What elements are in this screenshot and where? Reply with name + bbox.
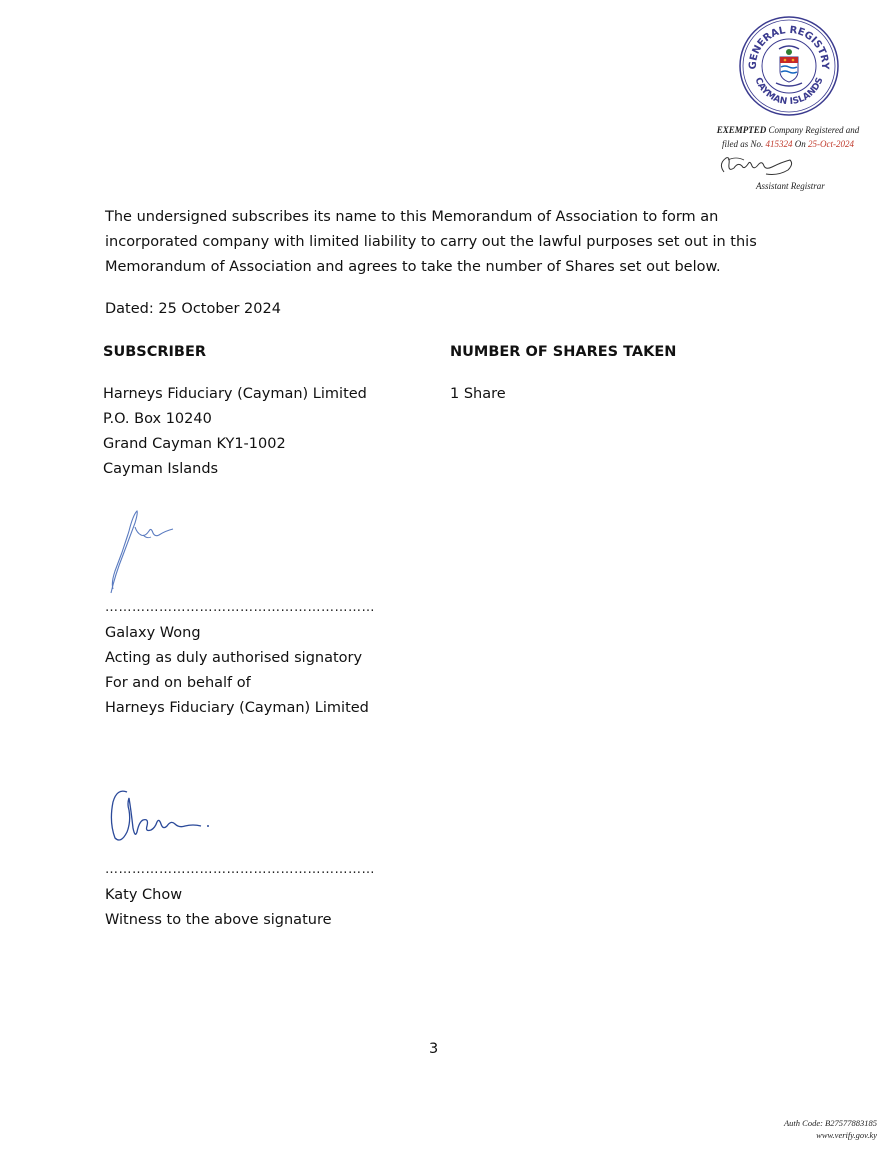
stamp-filed-date: 25-Oct-2024 — [808, 139, 854, 149]
signatory-company: Harneys Fiduciary (Cayman) Limited — [105, 700, 369, 716]
intro-line-2: incorporated company with limited liability to carry out the lawful purposes set out in this — [105, 234, 757, 250]
registry-seal — [738, 15, 840, 117]
shares-value: 1 Share — [450, 386, 506, 402]
registration-stamp — [700, 123, 876, 151]
footer-verification — [784, 1117, 877, 1141]
verify-website: www.verify.gov.ky — [816, 1130, 877, 1140]
registrar-signature — [716, 150, 796, 180]
registrar-title: Assistant Registrar — [756, 181, 825, 191]
signatory-name: Galaxy Wong — [105, 625, 201, 641]
signatory-signature — [105, 505, 185, 600]
witness-name: Katy Chow — [105, 887, 183, 903]
witness-signature — [105, 782, 215, 847]
seal-bottom-text: CAYMAN ISLANDS — [752, 76, 826, 108]
subscriber-line-4: Cayman Islands — [103, 461, 219, 477]
dated-line: Dated: 25 October 2024 — [105, 301, 281, 317]
stamp-line1: Company Registered and — [768, 125, 860, 135]
subscriber-address — [103, 382, 367, 482]
shares-header: NUMBER OF SHARES TAKEN — [450, 344, 677, 360]
intro-paragraph — [105, 205, 757, 280]
subscriber-line-3: Grand Cayman KY1-1002 — [103, 436, 286, 452]
intro-line-1: The undersigned subscribes its name to this Memorandum of Association to form an — [105, 209, 719, 225]
signatory-dotted-line: …………………………………………………… — [105, 600, 375, 615]
stamp-filed-prefix: filed as No. — [721, 139, 764, 149]
stamp-on: On — [794, 139, 806, 149]
witness-block — [105, 883, 332, 933]
subscriber-line-2: P.O. Box 10240 — [103, 411, 212, 427]
signatory-role: Acting as duly authorised signatory — [105, 650, 363, 666]
auth-code: Auth Code: B27577883185 — [783, 1118, 877, 1128]
signatory-block — [105, 621, 369, 721]
coat-of-arms-icon — [776, 46, 802, 86]
subscriber-header: SUBSCRIBER — [103, 344, 207, 360]
witness-role: Witness to the above signature — [105, 912, 332, 928]
seal-top-text: GENERAL REGISTRY — [747, 24, 831, 70]
stamp-filed-number: 415324 — [765, 139, 793, 149]
witness-dotted-line: …………………………………………………… — [105, 862, 375, 877]
page-number: 3 — [429, 1041, 439, 1057]
stamp-status: EXEMPTED — [716, 125, 767, 135]
intro-line-3: Memorandum of Association and agrees to take the number of Shares set out below. — [105, 259, 721, 275]
signatory-behalf: For and on behalf of — [105, 675, 251, 691]
subscriber-line-1: Harneys Fiduciary (Cayman) Limited — [103, 386, 367, 402]
